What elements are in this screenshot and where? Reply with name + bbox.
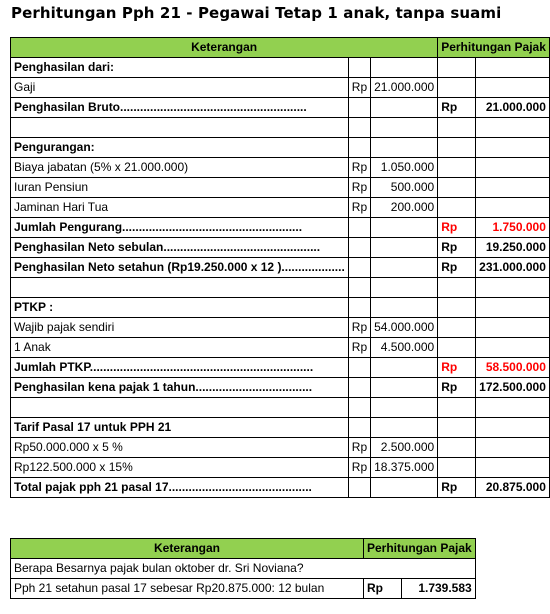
- amount-cell: [371, 358, 438, 378]
- total-amount-cell: [475, 338, 549, 358]
- amount-cell: 500.000: [371, 178, 438, 198]
- currency-cell: [348, 98, 370, 118]
- total-currency-cell: Rp: [438, 218, 475, 238]
- total-currency-cell: [438, 418, 475, 438]
- table-row: [11, 418, 550, 438]
- row-label: Jumlah Pengurang......................................................: [11, 218, 349, 238]
- currency-cell: [348, 378, 370, 398]
- table-row: [11, 158, 550, 178]
- amount-cell: [371, 418, 438, 438]
- row-label: PTKP :: [11, 298, 349, 318]
- total-currency-cell: [438, 78, 475, 98]
- row-label: Rp122.500.000 x 15%: [11, 458, 349, 478]
- amount-cell: 200.000: [371, 198, 438, 218]
- total-amount-cell: [475, 438, 549, 458]
- currency-cell: Rp: [348, 78, 370, 98]
- currency-cell: [348, 358, 370, 378]
- currency-cell: [348, 238, 370, 258]
- total-amount-cell: 21.000.000: [475, 98, 549, 118]
- amount-cell: [371, 138, 438, 158]
- total-amount-cell: [475, 418, 549, 438]
- total-amount-cell: 20.875.000: [475, 478, 549, 498]
- amount-cell: 21.000.000: [371, 78, 438, 98]
- empty-cell: [371, 398, 438, 418]
- amount-cell: 2.500.000: [371, 438, 438, 458]
- empty-cell: [438, 398, 475, 418]
- currency-cell: Rp: [348, 438, 370, 458]
- summary-header-row: [11, 539, 476, 559]
- amount-cell: [371, 58, 438, 78]
- amount-cell: 4.500.000: [371, 338, 438, 358]
- empty-cell: [475, 118, 549, 138]
- total-currency-cell: Rp: [438, 478, 475, 498]
- table-row: [11, 318, 550, 338]
- total-amount-cell: 19.250.000: [475, 238, 549, 258]
- summary-header-perhitungan-pajak: Perhitungan Pajak: [364, 539, 476, 559]
- empty-cell: [11, 278, 349, 298]
- empty-cell: [438, 118, 475, 138]
- total-amount-cell: 1.750.000: [475, 218, 549, 238]
- empty-cell: [11, 118, 349, 138]
- total-currency-cell: [438, 298, 475, 318]
- empty-cell: [438, 278, 475, 298]
- total-currency-cell: [438, 438, 475, 458]
- row-label: Penghasilan Bruto........................................................: [11, 98, 349, 118]
- amount-cell: 54.000.000: [371, 318, 438, 338]
- row-label: Total pajak pph 21 pasal 17...........................................: [11, 478, 349, 498]
- currency-cell: Rp: [348, 318, 370, 338]
- row-label: Jaminan Hari Tua: [11, 198, 349, 218]
- total-currency-cell: [438, 138, 475, 158]
- spacer-row: [11, 278, 550, 298]
- currency-cell: Rp: [348, 198, 370, 218]
- row-label: Tarif Pasal 17 untuk PPH 21: [11, 418, 349, 438]
- total-currency-cell: [438, 338, 475, 358]
- header-keterangan: Keterangan: [11, 38, 438, 58]
- empty-cell: [11, 398, 349, 418]
- row-label: Gaji: [11, 78, 349, 98]
- total-amount-cell: [475, 158, 549, 178]
- total-amount-cell: [475, 58, 549, 78]
- table-row: [11, 138, 550, 158]
- spacer-row: [11, 398, 550, 418]
- summary-question: Berapa Besarnya pajak bulan oktober dr. Sri Noviana?: [11, 559, 476, 579]
- summary-answer-currency: Rp: [364, 579, 402, 599]
- summary-table: [10, 538, 476, 599]
- table-row: [11, 338, 550, 358]
- tax-calculation-table: [10, 37, 550, 498]
- total-currency-cell: Rp: [438, 258, 475, 278]
- amount-cell: [371, 258, 438, 278]
- summary-answer-label: Pph 21 setahun pasal 17 sebesar Rp20.875.000: 12 bulan: [11, 579, 364, 599]
- total-currency-cell: [438, 318, 475, 338]
- table-row: [11, 478, 550, 498]
- table-row: [11, 98, 550, 118]
- currency-cell: Rp: [348, 338, 370, 358]
- row-label: Penghasilan dari:: [11, 58, 349, 78]
- currency-cell: [348, 258, 370, 278]
- empty-cell: [348, 398, 370, 418]
- amount-cell: 18.375.000: [371, 458, 438, 478]
- total-amount-cell: [475, 198, 549, 218]
- total-currency-cell: [438, 198, 475, 218]
- row-label: 1 Anak: [11, 338, 349, 358]
- amount-cell: 1.050.000: [371, 158, 438, 178]
- spacer-row: [11, 118, 550, 138]
- summary-header-keterangan: Keterangan: [11, 539, 364, 559]
- row-label: Jumlah PTKP...................................................................: [11, 358, 349, 378]
- currency-cell: Rp: [348, 158, 370, 178]
- total-currency-cell: [438, 158, 475, 178]
- currency-cell: [348, 58, 370, 78]
- header-perhitungan-pajak: Perhitungan Pajak: [438, 38, 550, 58]
- amount-cell: [371, 378, 438, 398]
- currency-cell: [348, 138, 370, 158]
- table-row: [11, 198, 550, 218]
- table-row: [11, 218, 550, 238]
- row-label: Wajib pajak sendiri: [11, 318, 349, 338]
- empty-cell: [475, 278, 549, 298]
- total-currency-cell: Rp: [438, 238, 475, 258]
- empty-cell: [371, 118, 438, 138]
- header-row: [11, 38, 550, 58]
- total-amount-cell: [475, 138, 549, 158]
- empty-cell: [475, 398, 549, 418]
- total-amount-cell: [475, 458, 549, 478]
- table-row: [11, 358, 550, 378]
- empty-cell: [371, 278, 438, 298]
- total-currency-cell: Rp: [438, 98, 475, 118]
- table-row: [11, 78, 550, 98]
- total-currency-cell: Rp: [438, 378, 475, 398]
- table-row: [11, 378, 550, 398]
- amount-cell: [371, 298, 438, 318]
- row-label: Rp50.000.000 x 5 %: [11, 438, 349, 458]
- currency-cell: [348, 478, 370, 498]
- table-row: [11, 58, 550, 78]
- currency-cell: [348, 298, 370, 318]
- amount-cell: [371, 478, 438, 498]
- total-amount-cell: 231.000.000: [475, 258, 549, 278]
- amount-cell: [371, 238, 438, 258]
- page-title: Perhitungan Pph 21 - Pegawai Tetap 1 anak, tanpa suami: [11, 4, 502, 22]
- row-label: Penghasilan Neto sebulan...............................................: [11, 238, 349, 258]
- total-currency-cell: [438, 178, 475, 198]
- total-amount-cell: [475, 178, 549, 198]
- table-row: [11, 298, 550, 318]
- currency-cell: [348, 218, 370, 238]
- currency-cell: Rp: [348, 458, 370, 478]
- summary-question-row: [11, 559, 476, 579]
- table-row: [11, 438, 550, 458]
- table-row: [11, 458, 550, 478]
- summary-answer-row: [11, 579, 476, 599]
- currency-cell: Rp: [348, 178, 370, 198]
- summary-answer-value: 1.739.583: [401, 579, 475, 599]
- total-amount-cell: 172.500.000: [475, 378, 549, 398]
- total-amount-cell: [475, 78, 549, 98]
- table-row: [11, 258, 550, 278]
- total-currency-cell: Rp: [438, 358, 475, 378]
- row-label: Pengurangan:: [11, 138, 349, 158]
- amount-cell: [371, 98, 438, 118]
- total-amount-cell: [475, 318, 549, 338]
- row-label: Penghasilan kena pajak 1 tahun...................................: [11, 378, 349, 398]
- currency-cell: [348, 418, 370, 438]
- amount-cell: [371, 218, 438, 238]
- row-label: Iuran Pensiun: [11, 178, 349, 198]
- total-amount-cell: 58.500.000: [475, 358, 549, 378]
- table-row: [11, 238, 550, 258]
- row-label: Biaya jabatan (5% x 21.000.000): [11, 158, 349, 178]
- total-amount-cell: [475, 298, 549, 318]
- total-currency-cell: [438, 458, 475, 478]
- empty-cell: [348, 278, 370, 298]
- total-currency-cell: [438, 58, 475, 78]
- empty-cell: [348, 118, 370, 138]
- row-label: Penghasilan Neto setahun (Rp19.250.000 x 12 )...................: [11, 258, 349, 278]
- table-row: [11, 178, 550, 198]
